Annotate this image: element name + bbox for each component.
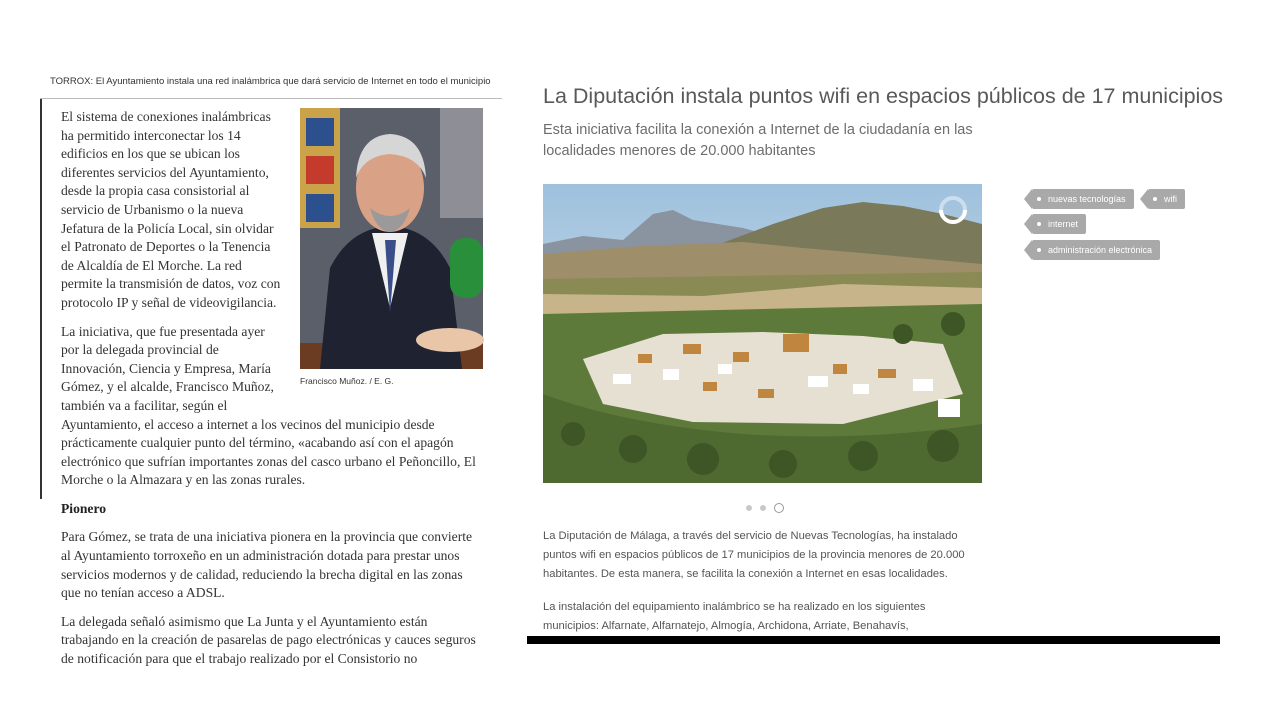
mayor-photo-image xyxy=(300,108,483,369)
loading-spinner-icon xyxy=(937,194,969,226)
carousel-dot-1[interactable] xyxy=(746,505,752,511)
clipping-paragraph: Para Gómez, se trata de una iniciativa pionera en la provincia que convierte al Ayuntamiento torroxeño en un administración dotada para prestar unos servicios modernos y de calidad, reduciendo la brecha digital en las zonas que no tenían acceso a ADSL. xyxy=(61,529,473,601)
carousel-image[interactable] xyxy=(543,184,982,483)
clipping-body xyxy=(61,108,483,679)
column-rule xyxy=(40,99,42,499)
tag-administracion-electronica[interactable]: administración electrónica xyxy=(1032,240,1160,260)
mayor-photo xyxy=(300,108,483,399)
carousel-dot-3[interactable] xyxy=(774,503,784,513)
article-paragraph: La instalación del equipamiento inalámbrico se ha realizado en los siguientes municipios: Alfarnate, Alfarnatejo, Almogía, Archidona, Arriate, Benahavís, xyxy=(543,601,926,632)
clipping-paragraph: La iniciativa, que fue presentada ayer por la delegada provincial de Innovación, Ciencia y Empresa, María Gómez, y el alcalde, Francisco Muñoz, también va a facilitar, según el Ayuntamiento, el acceso a internet a los vecinos del municipio desde prácticamente cualquier punto del término, «acabando así con el apagón electrónico que sufrían importantes zonas del casco urbano el Peñoncillo, El Morche o la Almazara y en las zonas rurales. xyxy=(61,323,476,488)
left-clipping xyxy=(40,70,502,667)
article-title: La Diputación instala puntos wifi en espacios públicos de 17 municipios xyxy=(543,84,1224,108)
tag-wifi[interactable]: wifi xyxy=(1148,189,1185,209)
kicker-rule xyxy=(40,98,502,99)
tag-internet[interactable]: internet xyxy=(1032,214,1086,234)
tag-nuevas-tecnologias[interactable]: nuevas tecnologías xyxy=(1032,189,1134,209)
carousel-dot-2[interactable] xyxy=(760,505,766,511)
clipping-subhead: Pionero xyxy=(61,500,107,516)
article-subtitle: Esta iniciativa facilita la conexión a Internet de la ciudadanía en las localidades menores de 20.000 habitantes xyxy=(543,122,973,159)
clipping-paragraph: El sistema de conexiones inalámbricas ha permitido interconectar los 14 edificios en los que se ubican los diferentes servicios del Ayuntamiento, desde la propia casa consistorial al servicio de Urbanismo o la nueva Jefatura de la Policía Local, sin olvidar el Patronato de Deportes o la Tenencia de Alcaldía de El Morche. La red permite la transmisión de datos, voz con protocolo IP y señal de videovigilancia. xyxy=(61,109,281,310)
bottom-bar xyxy=(527,636,1220,644)
photo-caption: Francisco Muñoz. / E. G. xyxy=(300,376,394,386)
clipping-paragraph: La delegada señaló asimismo que La Junta y el Ayuntamiento están trabajando en la creación de pasarelas de pago electrónicas y cauces seguros de notificación para que el trabajo realizado por el Consistorio no xyxy=(61,613,476,667)
article-paragraph: La Diputación de Málaga, a través del servicio de Nuevas Tecnologías, ha instalado puntos wifi en espacios públicos de 17 municipios de la provincia menores de 20.000 habitantes. De esta manera, se facilita la conexión a Internet en esas localidades. xyxy=(543,530,965,580)
right-article xyxy=(527,70,1224,644)
clipping-kicker: TORROX: El Ayuntamiento instala una red inalámbrica que dará servicio de Internet en todo el municipio xyxy=(50,76,491,87)
